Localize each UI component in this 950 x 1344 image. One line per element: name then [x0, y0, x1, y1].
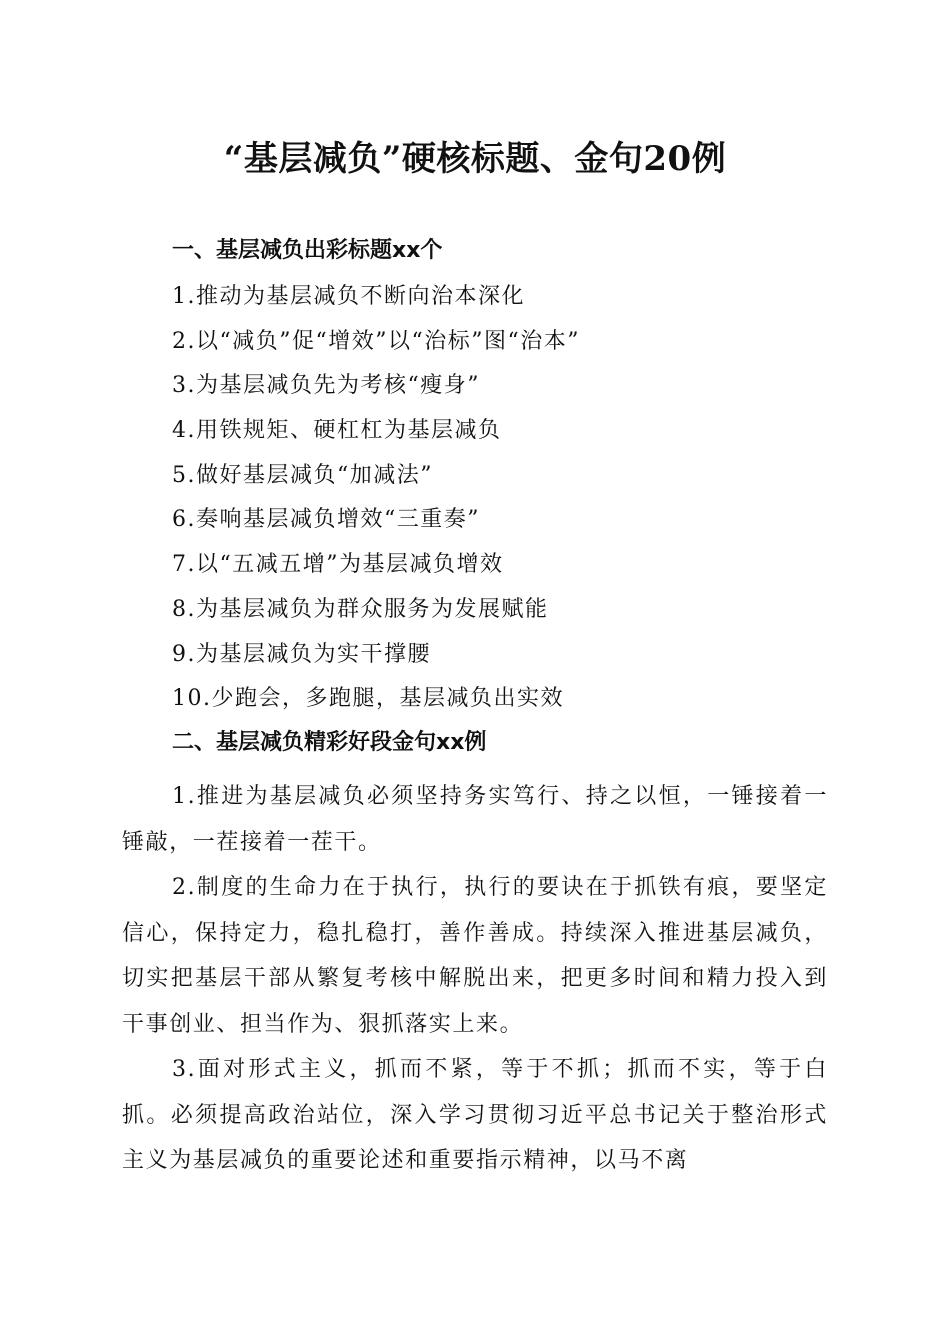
- document-title: “基层减负”硬核标题、金句20例: [223, 139, 727, 179]
- list-item: 10.少跑会，多跑腿，基层减负出实效: [172, 686, 564, 712]
- list-item: 1.推动为基层减负不断向治本深化: [172, 284, 525, 309]
- list-item: 3.为基层减负先为考核“瘦身”: [172, 373, 480, 399]
- list-item: 6.奏响基层减负增效“三重奏”: [172, 507, 480, 533]
- section-heading-titles: 一、基层减负出彩标题xx个: [172, 238, 443, 263]
- list-item: 5.做好基层减负“加减法”: [172, 462, 433, 488]
- section-heading-quotes: 二、基层减负精彩好段金句xx例: [172, 730, 487, 755]
- list-item: 2.以“减负”促“增效”以“治标”图“治本”: [172, 328, 580, 354]
- quote-paragraph: 3.面对形式主义，抓而不紧，等于不抓；抓而不实，等于白抓。必须提高政治站位，深入学习贯彻习近平总书记关于整治形式主义为基层减负的重要论述和重要指示精神，以马不离: [122, 1057, 828, 1173]
- quote-paragraph: 1.推进为基层减负必须坚持务实笃行、持之以恒，一锤接着一锤敲，一茬接着一茬干。: [122, 784, 828, 855]
- list-item: 7.以“五减五增”为基层减负增效: [172, 552, 504, 578]
- list-item: 4.用铁规矩、硬杠杠为基层减负: [172, 418, 502, 444]
- quote-paragraph: 2.制度的生命力在于执行，执行的要诀在于抓铁有痕，要坚定信心，保持定力，稳扎稳打，善作善成。持续深入推进基层减负，切实把基层干部从繁复考核中解脱出来，把更多时间和精力投入到干事创业、担当作为、狠抓落实上来。: [122, 875, 828, 1037]
- title-list: [172, 282, 580, 729]
- list-item: 9.为基层减负为实干撑腰: [172, 641, 431, 667]
- quote-paragraphs: [122, 774, 828, 1184]
- list-item: 8.为基层减负为群众服务为发展赋能: [172, 596, 549, 622]
